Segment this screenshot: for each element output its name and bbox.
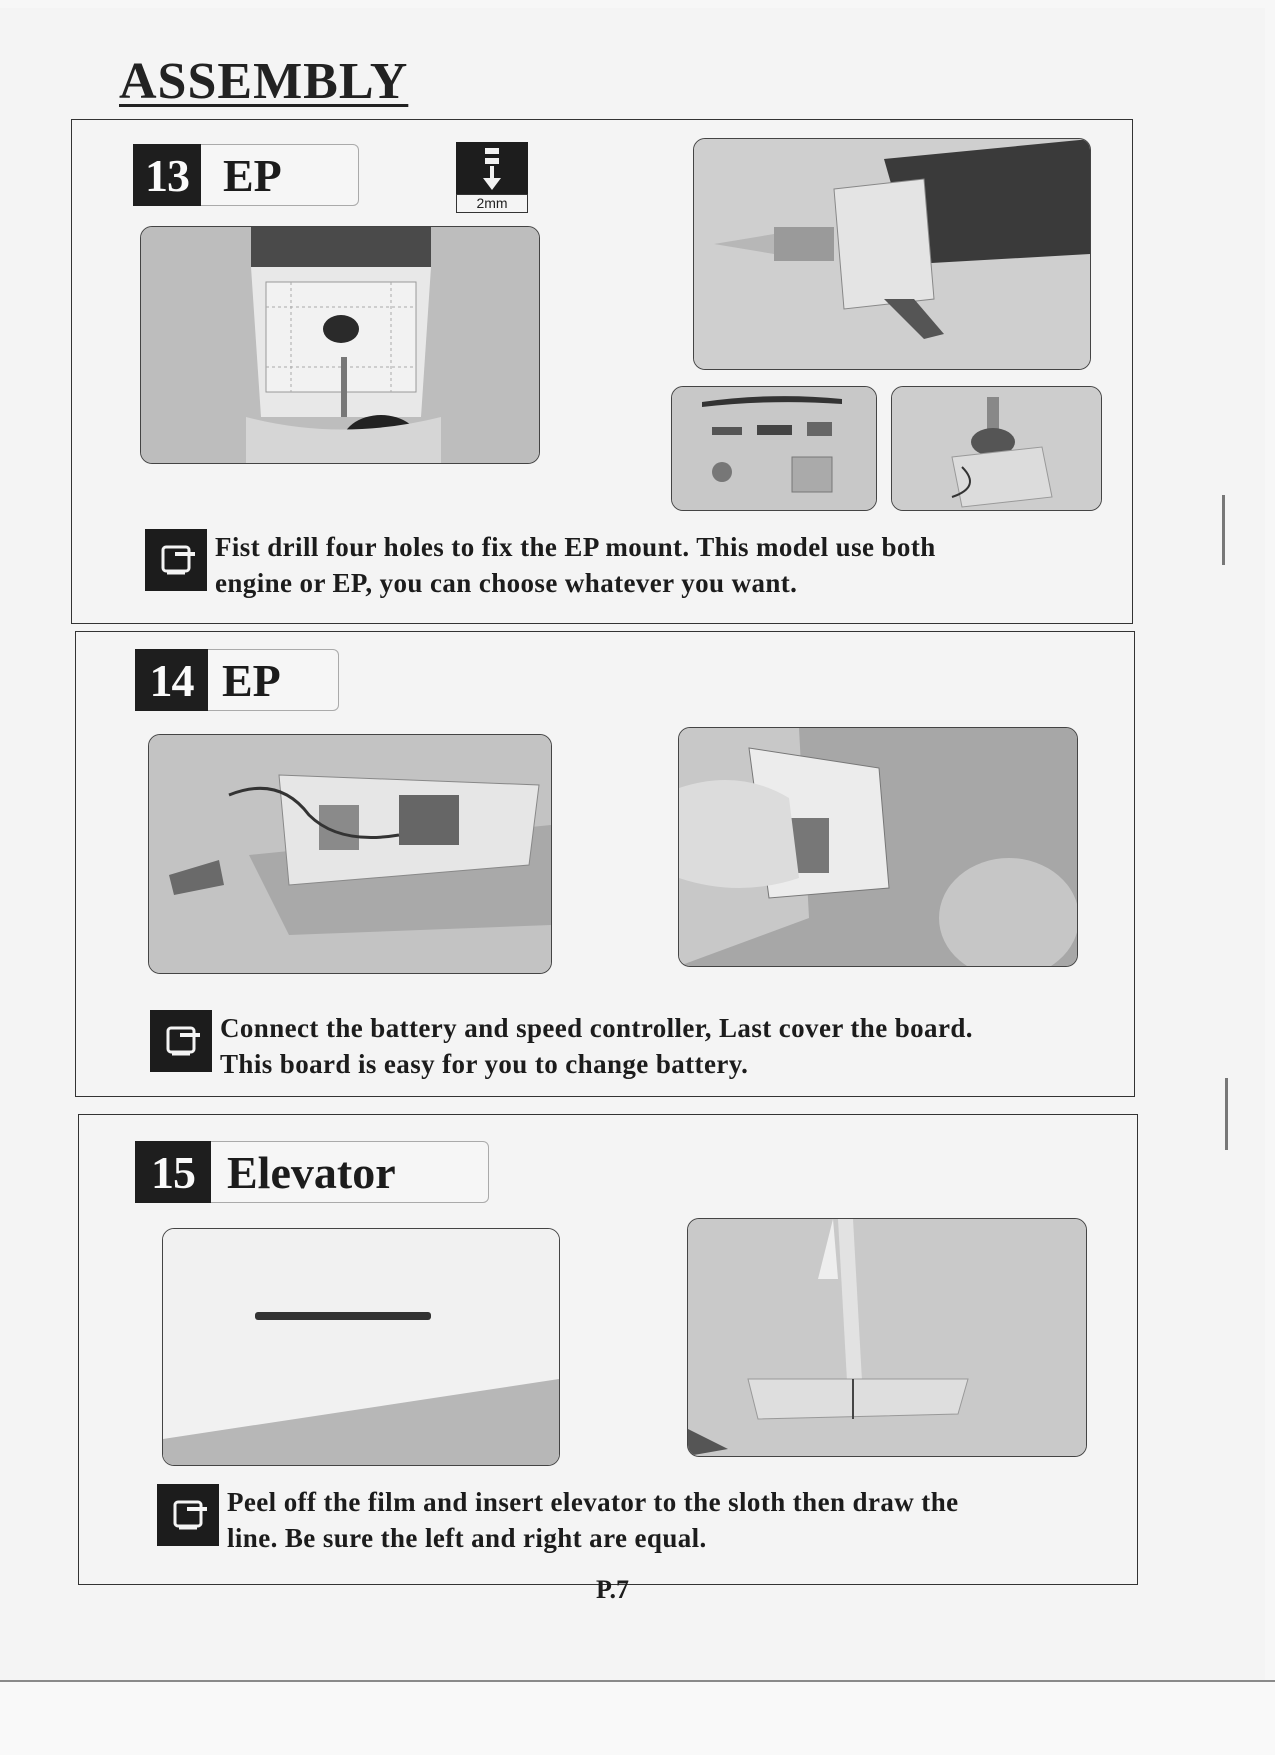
firewall-drilling-photo — [140, 226, 540, 464]
drill-icon — [456, 142, 528, 212]
battery-board-cover-photo — [678, 727, 1078, 967]
drill-size-label: 2mm — [456, 194, 528, 213]
pointing-hand-icon — [157, 1484, 219, 1546]
instruction-line: line. Be sure the left and right are equal. — [227, 1523, 707, 1553]
instruction-line: Connect the battery and speed controller, Last cover the board. — [220, 1013, 973, 1043]
page-title: ASSEMBLY — [119, 53, 409, 110]
step-13-header — [133, 144, 359, 206]
battery-wiring-photo — [148, 734, 552, 974]
scanner-bed — [0, 1682, 1275, 1755]
binding-mark — [1222, 495, 1225, 565]
motor-side-view-photo — [891, 386, 1102, 511]
step-14-instruction — [150, 1010, 973, 1082]
step-15-section — [78, 1114, 1138, 1585]
motor-mount-installed-photo — [693, 138, 1091, 370]
elevator-slot-photo — [162, 1228, 560, 1466]
step-13-section — [71, 119, 1133, 624]
page-number: P.7 — [596, 1575, 629, 1604]
step-title: EP — [201, 144, 359, 206]
step-15-instruction — [157, 1484, 959, 1556]
step-14-header — [135, 649, 339, 711]
instruction-line: This board is easy for you to change battery. — [220, 1049, 749, 1079]
step-13-instruction — [145, 529, 936, 601]
instruction-line: engine or EP, you can choose whatever you want. — [215, 568, 798, 598]
step-14-section — [75, 631, 1135, 1097]
instruction-line: Peel off the film and insert elevator to the sloth then draw the — [227, 1487, 959, 1517]
pointing-hand-icon — [150, 1010, 212, 1072]
tail-elevator-photo — [687, 1218, 1087, 1457]
step-15-header — [135, 1141, 489, 1203]
pointing-hand-icon — [145, 529, 207, 591]
binding-mark — [1225, 1078, 1228, 1150]
step-title: Elevator — [211, 1141, 489, 1203]
instruction-line: Fist drill four holes to fix the EP mount. This model use both — [215, 532, 936, 562]
step-number: 15 — [135, 1141, 211, 1203]
motor-kit-parts-photo — [671, 386, 877, 511]
step-number: 14 — [135, 649, 208, 711]
step-number: 13 — [133, 144, 201, 206]
step-title: EP — [208, 649, 339, 711]
